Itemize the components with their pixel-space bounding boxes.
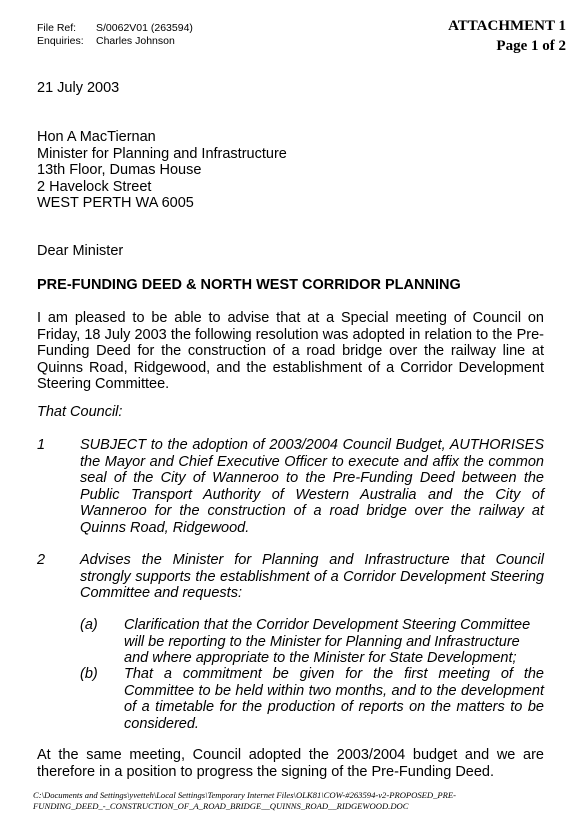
footer-path-line: FUNDING_DEED_-_CONSTRUCTION_OF_A_ROAD_BRIDGE__QUINNS_ROAD__RIDGEWOOD.DOC — [33, 801, 409, 811]
address-line: 13th Floor, Dumas House — [37, 162, 202, 178]
subitem-a-text: Clarification that the Corridor Development Steering Committee will be reporting to the Minister for Planning and Infrastructure and where appropriate to the Minister for State Development; — [124, 617, 531, 666]
file-ref-block — [37, 22, 193, 48]
item-1-number: 1 — [37, 437, 46, 453]
address-line: Minister for Planning and Infrastructure — [37, 145, 287, 162]
address-line: Hon A MacTiernan — [37, 129, 156, 145]
intro-paragraph: I am pleased to be able to advise that at a Special meeting of Council on Friday, 18 July 2003 the following resolution was adopted in relation to the Pre-Funding Deed for the construction of a road bridge over the railway line at Quinns Road, Ridgewood, and the establishment of a Corridor Development Steering Committee. — [37, 310, 544, 392]
subitem-b-text: That a commitment be given for the first meeting of the Committee to be held within two months, and to the development of a timetable for the production of reports on the matters to be considered. — [124, 666, 544, 732]
item-2-number: 2 — [37, 552, 46, 568]
attachment-label: ATTACHMENT 1 — [448, 18, 566, 34]
subitem-b-label: (b) — [80, 666, 98, 682]
letter-date: 21 July 2003 — [37, 80, 120, 96]
that-council: That Council: — [37, 404, 123, 420]
enquiries-value: Charles Johnson — [96, 35, 175, 47]
item-1-text: SUBJECT to the adoption of 2003/2004 Council Budget, AUTHORISES the Mayor and Chief Executive Officer to execute and affix the common seal of the City of Wanneroo to the Pre-Funding Deed between the Public Transport Authority of Western Australia and the City of Wanneroo for the construction of a road bridge over the railway at Quinns Road, Ridgewood. — [80, 437, 544, 536]
file-ref-label: File Ref: — [37, 22, 77, 34]
recipient-address — [37, 129, 287, 212]
attachment-block — [448, 16, 566, 56]
file-ref-value: S/0062V01 (263594) — [96, 22, 193, 34]
salutation: Dear Minister — [37, 243, 124, 259]
subitem-a-label: (a) — [80, 617, 98, 633]
address-line: WEST PERTH WA 6005 — [37, 195, 194, 211]
page-number: Page 1 of 2 — [496, 38, 566, 54]
footer-file-path — [33, 790, 456, 812]
footer-path-line: C:\Documents and Settings\yvetteh\Local Settings\Temporary Internet Files\OLK81\COW-#263594-v2-PROPOSED_PRE- — [33, 790, 457, 800]
item-2-text: Advises the Minister for Planning and Infrastructure that Council strongly supports the establishment of a Corridor Development Steering Committee and requests: — [80, 552, 544, 601]
subject-heading: PRE-FUNDING DEED & NORTH WEST CORRIDOR PLANNING — [37, 277, 461, 293]
address-line: 2 Havelock Street — [37, 178, 152, 195]
closing-paragraph: At the same meeting, Council adopted the 2003/2004 budget and we are therefore in a position to progress the signing of the Pre-Funding Deed. — [37, 747, 544, 780]
enquiries-label: Enquiries: — [37, 35, 84, 47]
